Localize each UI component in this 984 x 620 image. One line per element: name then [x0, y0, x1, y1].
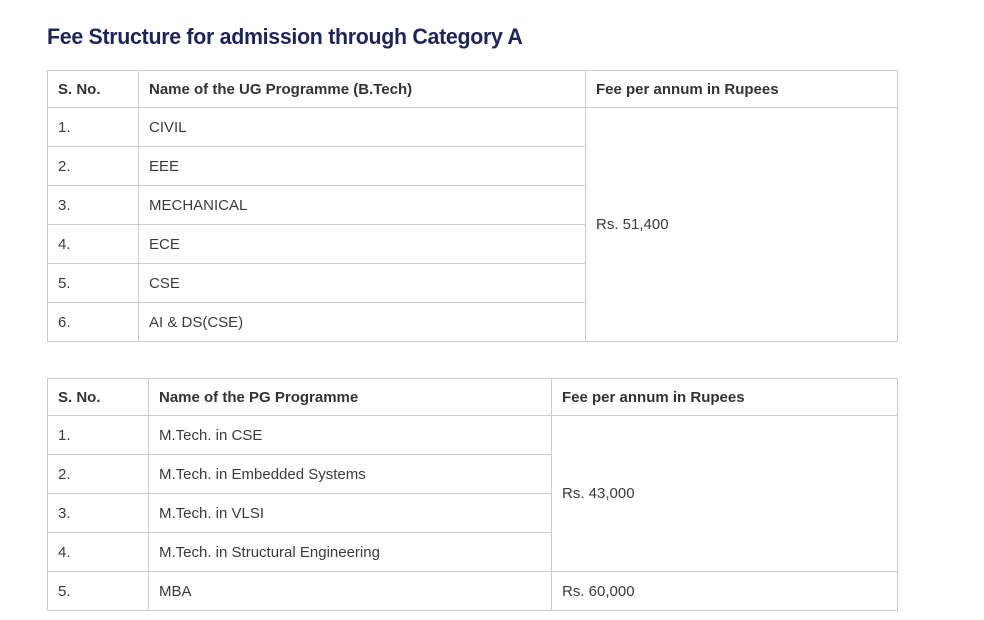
pg-table-header-row [48, 379, 898, 416]
table-row [48, 416, 898, 455]
pg-row-sno: 5. [48, 572, 149, 611]
content-area [47, 24, 898, 611]
pg-row-name: M.Tech. in CSE [149, 416, 552, 455]
ug-row-sno: 5. [48, 264, 139, 303]
pg-header-name: Name of the PG Programme [149, 379, 552, 416]
ug-row-name: CIVIL [139, 108, 586, 147]
ug-row-name: MECHANICAL [139, 186, 586, 225]
pg-row-sno: 1. [48, 416, 149, 455]
pg-merged-fee-cell: Rs. 43,000 [552, 416, 898, 572]
pg-row-name: M.Tech. in Embedded Systems [149, 455, 552, 494]
pg-row-sno: 3. [48, 494, 149, 533]
pg-mba-fee-cell: Rs. 60,000 [552, 572, 898, 611]
table-row [48, 108, 898, 147]
pg-fee-table [47, 378, 898, 611]
pg-header-fee: Fee per annum in Rupees [552, 379, 898, 416]
page-title: Fee Structure for admission through Category A [47, 24, 523, 49]
pg-row-name: M.Tech. in VLSI [149, 494, 552, 533]
ug-row-sno: 3. [48, 186, 139, 225]
ug-row-sno: 6. [48, 303, 139, 342]
ug-header-name: Name of the UG Programme (B.Tech) [139, 71, 586, 108]
pg-row-sno: 4. [48, 533, 149, 572]
ug-row-name: ECE [139, 225, 586, 264]
ug-row-sno: 4. [48, 225, 139, 264]
ug-row-name: EEE [139, 147, 586, 186]
ug-fee-table [47, 70, 898, 342]
table-row [48, 572, 898, 611]
ug-row-name: AI & DS(CSE) [139, 303, 586, 342]
ug-row-sno: 1. [48, 108, 139, 147]
table-gap [47, 342, 898, 378]
pg-row-name: MBA [149, 572, 552, 611]
ug-merged-fee-cell: Rs. 51,400 [586, 108, 898, 342]
ug-header-fee: Fee per annum in Rupees [586, 71, 898, 108]
ug-table-header-row [48, 71, 898, 108]
ug-header-sno: S. No. [48, 71, 139, 108]
pg-header-sno: S. No. [48, 379, 149, 416]
pg-row-sno: 2. [48, 455, 149, 494]
pg-row-name: M.Tech. in Structural Engineering [149, 533, 552, 572]
ug-row-name: CSE [139, 264, 586, 303]
ug-row-sno: 2. [48, 147, 139, 186]
